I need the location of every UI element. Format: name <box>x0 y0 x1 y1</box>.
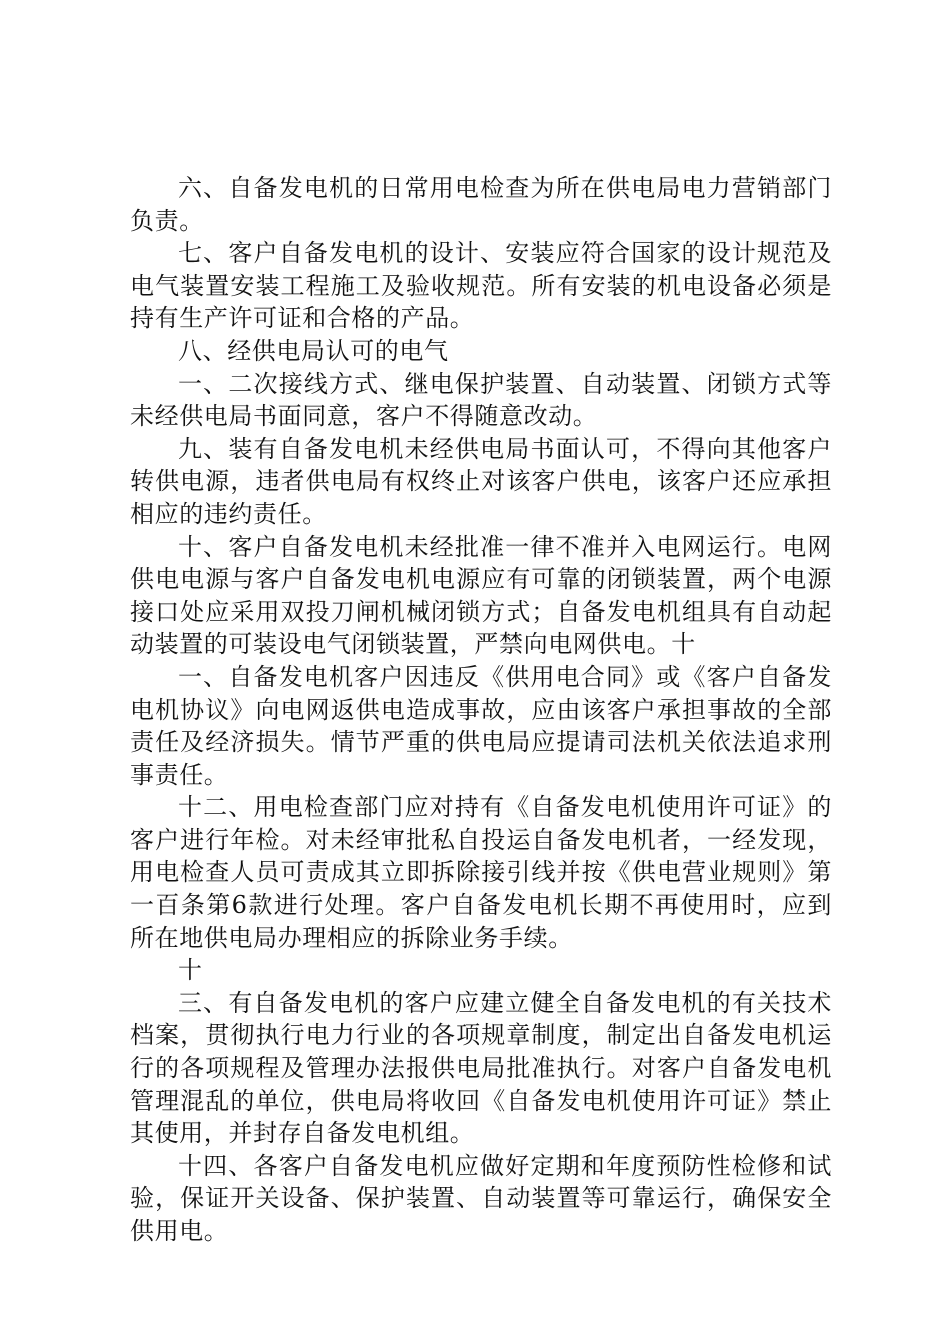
paragraph-10: 十、客户自备发电机未经批准一律不准并入电网运行。电网供电电源与客户自备发电机电源应有可靠的闭锁装置，两个电源接口处应采用双投刀闸机械闭锁方式；自备发电机组具有自动起动装置的可装设电气闭锁装置，严禁向电网供电。十 <box>130 532 832 659</box>
paragraph-13-heading: 十 <box>178 956 203 985</box>
paragraph-9: 九、装有自备发电机未经供电局书面认可，不得向其他客户转供电源，违者供电局有权终止对该客户供电，该客户还应承担相应的违约责任。 <box>130 434 832 528</box>
paragraph-14: 十四、各客户自备发电机应做好定期和年度预防性检修和试验，保证开关设备、保护装置、自动装置等可靠运行，确保安全供用电。 <box>130 1151 832 1245</box>
paragraph-7: 七、客户自备发电机的设计、安装应符合国家的设计规范及电气装置安装工程施工及验收规范。所有安装的机电设备必须是持有生产许可证和合格的产品。 <box>130 239 832 333</box>
paragraph-8: 八、经供电局认可的电气 <box>178 336 449 365</box>
paragraph-6: 六、自备发电机的日常用电检查为所在供电局电力营销部门负责。 <box>130 174 832 235</box>
paragraph-8-continued: 一、二次接线方式、继电保护装置、自动装置、闭锁方式等未经供电局书面同意，客户不得随意改动。 <box>130 369 832 431</box>
paragraph-13: 三、有自备发电机的客户应建立健全自备发电机的有关技术档案，贯彻执行电力行业的各项规章制度，制定出自备发电机运行的各项规程及管理办法报供电局批准执行。对客户自备发电机管理混乱的单位，供电局将收回《自备发电机使用许可证》禁止其使用，并封存自备发电机组。 <box>130 988 832 1148</box>
document-page <box>130 172 832 1248</box>
paragraph-11: 一、自备发电机客户因违反《供用电合同》或《客户自备发电机协议》向电网返供电造成事故，应由该客户承担事故的全部责任及经济损失。情节严重的供电局应提请司法机关依法追求刑事责任。 <box>130 662 832 789</box>
paragraph-12: 十二、用电检查部门应对持有《自备发电机使用许可证》的客户进行年检。对未经审批私自投运自备发电机者，一经发现，用电检查人员可责成其立即拆除接引线并按《供电营业规则》第一百条第6款进行处理。客户自备发电机长期不再使用时，应到所在地供电局办理相应的拆除业务手续。 <box>130 793 832 952</box>
